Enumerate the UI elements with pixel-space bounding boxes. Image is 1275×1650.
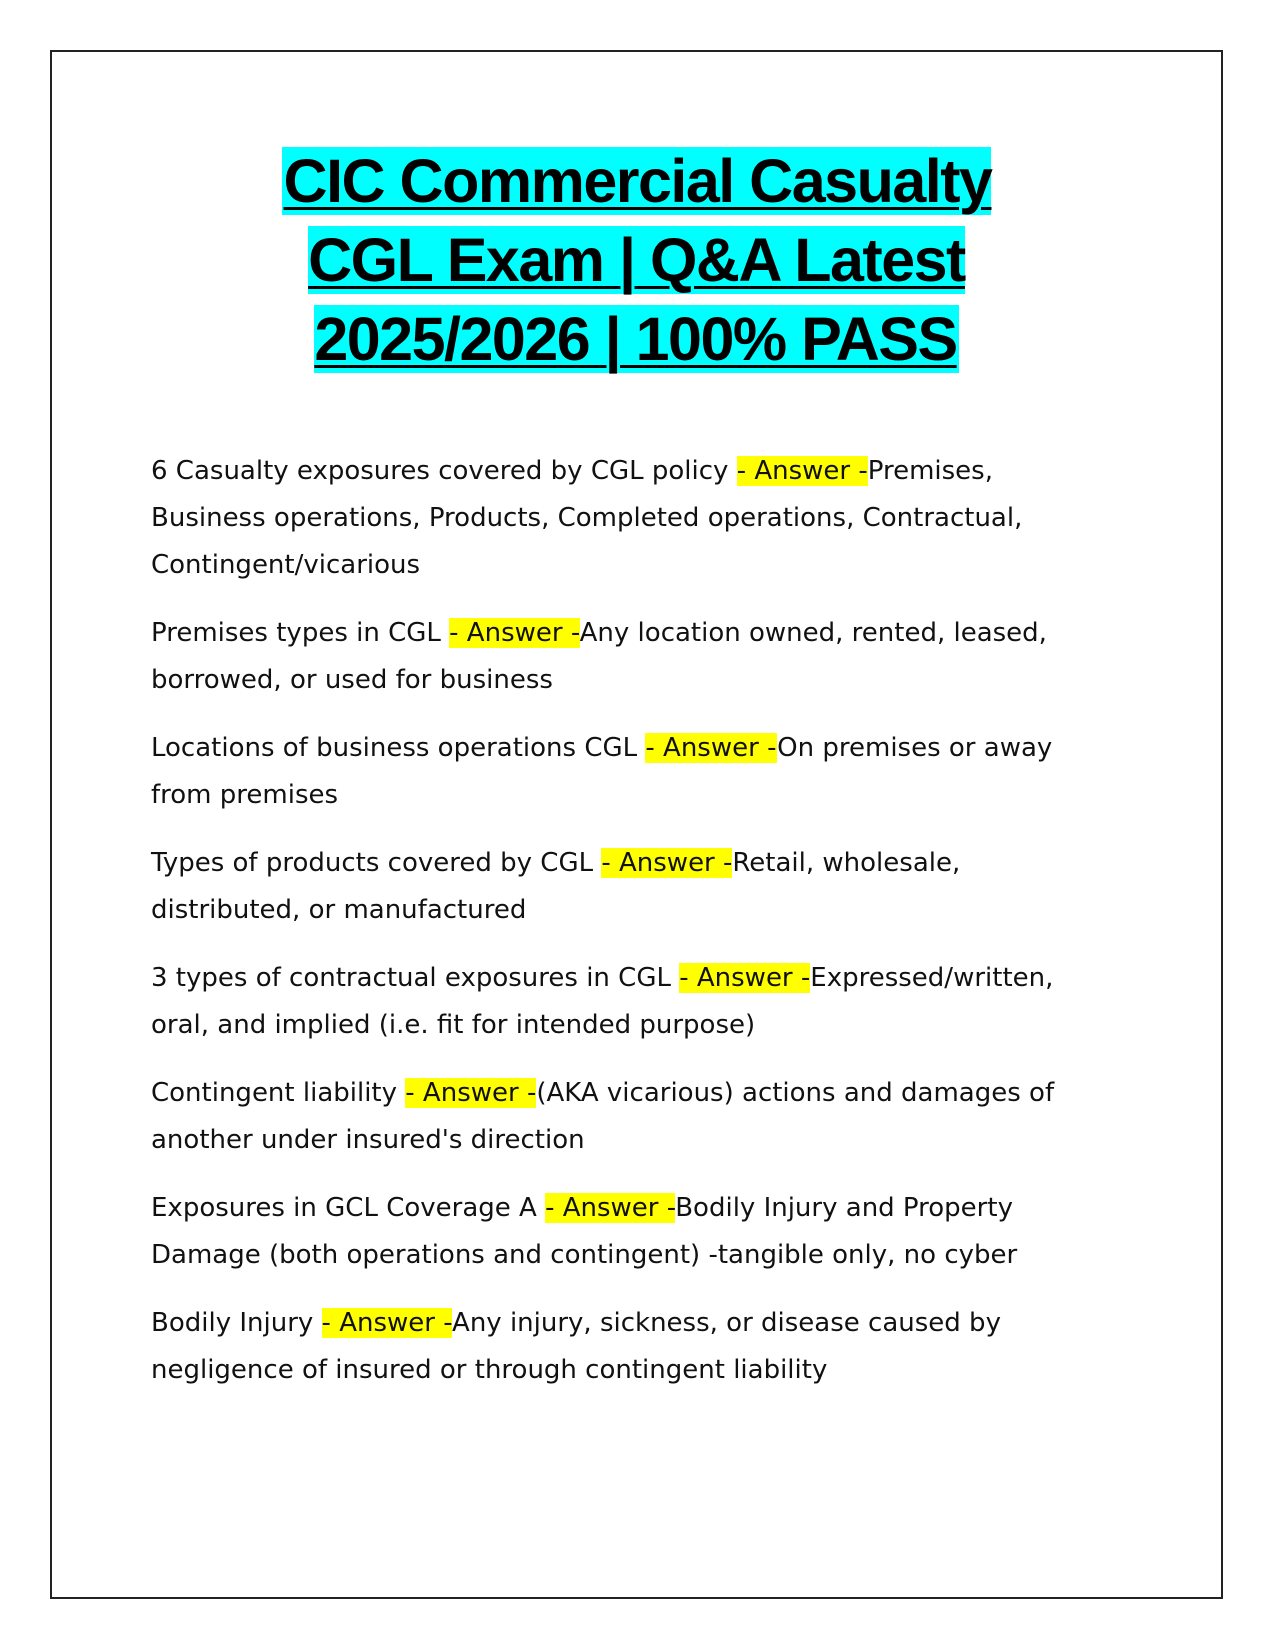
- qa-item: [151, 1070, 1091, 1164]
- answer-marker: - Answer -: [736, 456, 868, 486]
- answer-text: Any injury, sickness, or disease caused by negligence of insured or through contingent liability: [151, 1308, 1001, 1385]
- qa-list: [151, 448, 1091, 1415]
- qa-item: [151, 1185, 1091, 1279]
- question-text: Locations of business operations CGL: [151, 733, 646, 763]
- question-text: Types of products covered by CGL: [151, 848, 602, 878]
- answer-marker: - Answer -: [449, 618, 580, 648]
- qa-item: [151, 955, 1091, 1049]
- question-text: Contingent liability: [151, 1078, 406, 1108]
- answer-text: (AKA vicarious) actions and damages of another under insured's direction: [151, 1078, 1055, 1155]
- answer-marker: - Answer -: [679, 963, 811, 993]
- question-text: Premises types in CGL: [151, 618, 450, 648]
- document-title-text: CIC Commercial Casualty CGL Exam | Q&A Latest 2025/2026 | 100% PASS: [283, 147, 992, 373]
- answer-marker: - Answer -: [601, 848, 733, 878]
- title-block: [50, 142, 1223, 379]
- question-text: 6 Casualty exposures covered by CGL policy: [151, 456, 737, 486]
- question-text: Exposures in GCL Coverage A: [151, 1193, 546, 1223]
- answer-marker: - Answer -: [545, 1193, 676, 1223]
- answer-text: Bodily Injury and Property Damage (both operations and contingent) -tangible only, no cyber: [151, 1193, 1018, 1270]
- answer-marker: - Answer -: [405, 1078, 537, 1108]
- answer-marker: - Answer -: [645, 733, 778, 763]
- document-title: [217, 142, 1057, 379]
- answer-text: Any location owned, rented, leased, borrowed, or used for business: [151, 618, 1047, 695]
- answer-text: On premises or away from premises: [151, 733, 1053, 810]
- answer-text: Premises, Business operations, Products, Completed operations, Contractual, Contingent/vicarious: [151, 456, 1023, 580]
- qa-item: [151, 840, 1091, 934]
- answer-text: Retail, wholesale, distributed, or manufactured: [151, 848, 961, 925]
- qa-item: [151, 725, 1091, 819]
- qa-item: [151, 448, 1091, 589]
- qa-item: [151, 1300, 1091, 1394]
- answer-text: Expressed/written, oral, and implied (i.e. fit for intended purpose): [151, 963, 1054, 1040]
- qa-item: [151, 610, 1091, 704]
- question-text: Bodily Injury: [151, 1308, 322, 1338]
- answer-marker: - Answer -: [321, 1308, 453, 1338]
- question-text: 3 types of contractual exposures in CGL: [151, 963, 680, 993]
